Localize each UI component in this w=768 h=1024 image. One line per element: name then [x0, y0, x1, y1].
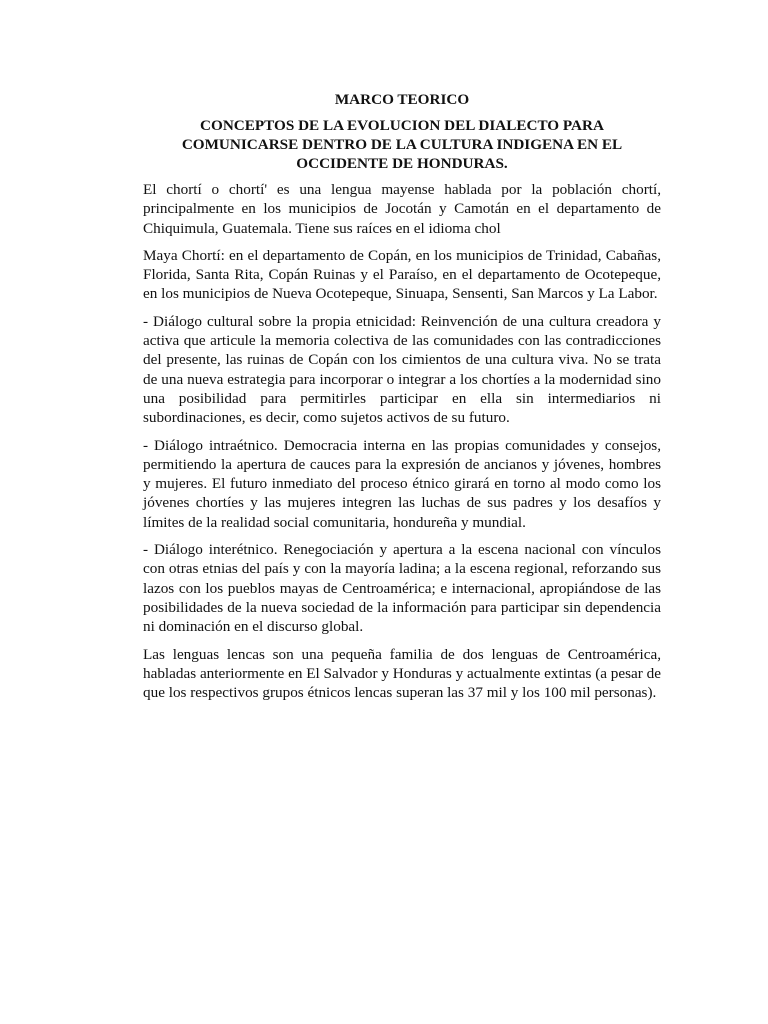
paragraph-dialogo-intraetnico: - Diálogo intraétnico. Democracia interna en las propias comunidades y consejos, permitiendo la apertura de cauces para la expresión de ancianos y jóvenes, hombres y mujeres. El futuro inmediato del proceso étnico girará en torno al modo como los jóvenes chortíes y las mujeres integren las luchas de sus padres y los desafíos y límites de la realidad social comunitaria, hondureña y mundial. [143, 436, 661, 531]
document-page [143, 90, 661, 710]
document-subtitle: CONCEPTOS DE LA EVOLUCION DEL DIALECTO PARA COMUNICARSE DENTRO DE LA CULTURA INDIGENA EN EL OCCIDENTE DE HONDURAS. [181, 117, 623, 172]
paragraph-lenguas-lencas: Las lenguas lencas son una pequeña familia de dos lenguas de Centroamérica, habladas anteriormente en El Salvador y Honduras y actualmente extintas (a pesar de que los respectivos grupos étnicos lencas superan las 37 mil y los 100 mil personas). [143, 645, 661, 702]
paragraph-chorti-intro: El chortí o chortí' es una lengua mayense hablada por la población chortí, principalmente en los municipios de Jocotán y Camotán en el departamento de Chiquimula, Guatemala. Tiene sus raíces en el idioma chol [143, 181, 661, 237]
paragraph-maya-chorti: Maya Chortí: en el departamento de Copán, en los municipios de Trinidad, Cabañas, Florida, Santa Rita, Copán Ruinas y el Paraíso, en el departamento de Ocotepeque, en los municipios de Nueva Ocotepeque, Sinuapa, Sensenti, San Marcos y La Labor. [143, 246, 661, 303]
paragraph-dialogo-cultural: - Diálogo cultural sobre la propia etnicidad: Reinvención de una cultura creadora y activa que articule la memoria colectiva de las comunidades con las contradicciones del presente, las ruinas de Copán con los cimientos de una cultura viva. No se trata de una nueva estrategia para incorporar o integrar a los chortíes a la modernidad sino una posibilidad para permitirles participar en ella sin intermediarios ni subordinaciones, es decir, como sujetos activos de su futuro. [143, 312, 661, 427]
paragraph-dialogo-interetnico: - Diálogo interétnico. Renegociación y apertura a la escena nacional con vínculos con otras etnias del país y con la mayoría ladina; a la escena regional, reforzando sus lazos con los pueblos mayas de Centroamérica; e internacional, apropiándose de las posibilidades de la nueva sociedad de la información para participar sin dependencia ni dominación en el discurso global. [143, 541, 661, 636]
document-title: MARCO TEORICO [334, 91, 470, 108]
